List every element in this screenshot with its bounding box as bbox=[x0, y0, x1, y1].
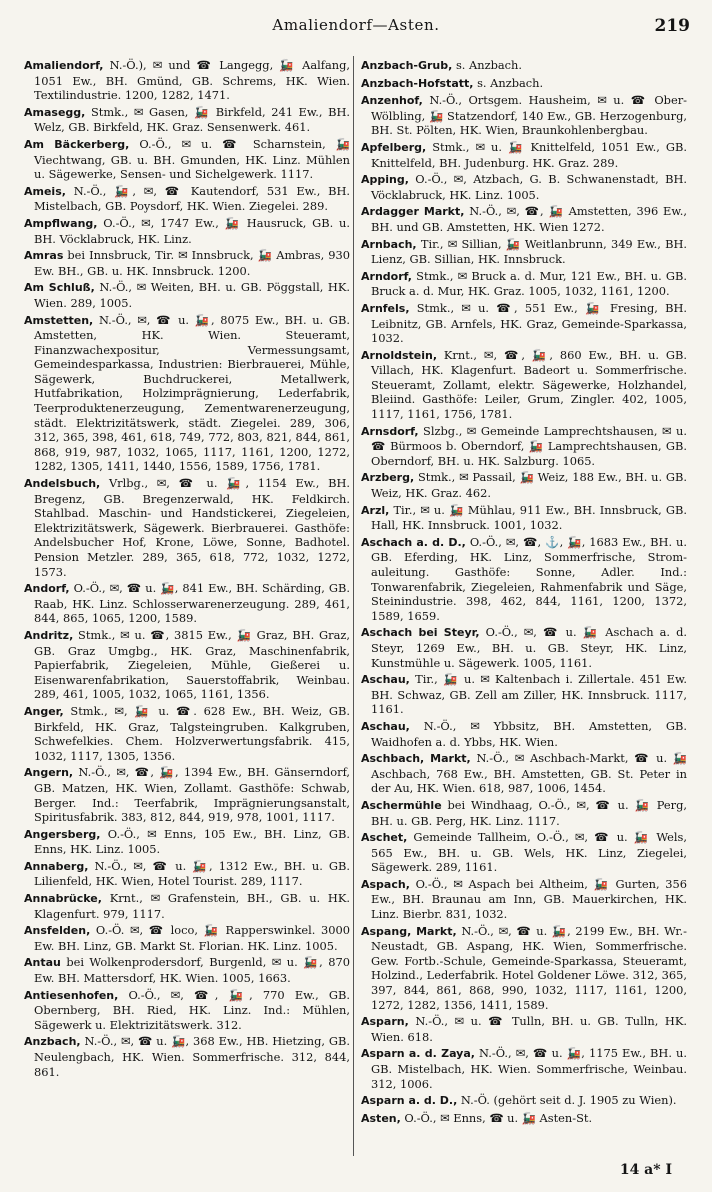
entry-headword: Annaberg, bbox=[24, 859, 89, 873]
entry-text: N.-Ö., ✉, ☎ u. 🚂, 2199 Ew., BH. Wr.-Neustadt, GB. Aspang, HK. Wien, Sommerfrische. Gew. Fortb.-Schule, Gemeinde-Sparkassa, Steueramt, Holzind., Lederfabrik. Hotel Goldener Löwe. 312, 365, 397, 844, 861, 868, 990, 1032, 1117, 1161, 1200, 1272, 1282, 1356, 1411, 1589. bbox=[371, 923, 687, 1012]
entry-text: O.-Ö., ✉ u. ☎ Scharnstein, 🚂 Viechtwang, GB. u. BH. Gmunden, HK. Linz. Mühlen u. Sägewerke, Sensen- und Sichelgewerk. 1117. bbox=[34, 136, 350, 182]
entry-text: Stmk., ✉ u. 🚂 Knittelfeld, 1051 Ew., GB. Knittelfeld, BH. Judenburg. HK. Graz. 289. bbox=[371, 139, 687, 170]
gazetteer-entry bbox=[24, 313, 350, 475]
gazetteer-entry bbox=[24, 955, 350, 985]
gazetteer-entry bbox=[361, 719, 687, 749]
entry-headword: Amaliendorf, bbox=[24, 59, 104, 72]
entry-text: N.-Ö. (gehört seit d. J. 1905 zu Wien). bbox=[460, 1093, 677, 1108]
entry-headword: Arnoldstein, bbox=[361, 348, 438, 362]
entry-headword: Anzbach-Hofstatt, bbox=[361, 76, 474, 90]
entry-headword: Amstetten, bbox=[24, 313, 94, 327]
gazetteer-entry bbox=[361, 535, 687, 624]
entry-text: Stmk., ✉ u. ☎, 551 Ew., 🚂 Fresing, BH. Leibnitz, GB. Arnfels, HK. Graz, Gemeinde-Sparkassa, 1032. bbox=[371, 300, 688, 346]
entry-text: N.-Ö., ✉, ☎, 🚂, 1394 Ew., BH. Gänserndorf, GB. Matzen, HK. Wien, Zollamt. Gasthöfe: Schwab, Berger. Ind.: Teerfabrik, Imprägnierungsanstalt, Spiritusfabrik. 383, 812, 844, 919, 978, 1001, 1117. bbox=[34, 765, 351, 825]
gazetteer-entry bbox=[361, 93, 687, 138]
entry-text: N.-Ö., ✉ u. ☎ Tulln, BH. u. GB. Tulln, HK. Wien. 618. bbox=[371, 1014, 687, 1044]
entry-headword: Annabrücke, bbox=[24, 892, 102, 906]
entry-text: N.-Ö., Ortsgem. Hausheim, ✉ u. ☎ Ober-Wölbling, 🚂 Statzendorf, 140 Ew., GB. Herzogenburg, BH. St. Pölten, HK. Wien, Braunkohlenbergbau. bbox=[371, 93, 688, 138]
entry-headword: Aschbach, Markt, bbox=[361, 752, 471, 766]
entry-headword: Arndorf, bbox=[361, 269, 412, 283]
entry-headword: Antau bbox=[24, 956, 61, 970]
gazetteer-entry bbox=[24, 704, 350, 763]
gazetteer-entry bbox=[24, 988, 350, 1033]
entry-text: bei Windhaag, O.-Ö., ✉, ☎ u. 🚂 Perg, BH. u. GB. Perg, HK. Linz. 1117. bbox=[371, 797, 687, 828]
gazetteer-entry bbox=[361, 672, 687, 717]
gazetteer-entry bbox=[24, 628, 350, 702]
entry-text: N.-Ö., ✉, ☎ u. 🚂, 1312 Ew., BH. u. GB. Lilienfeld, HK. Wien, Hotel Tourist. 289, 1117. bbox=[34, 858, 351, 889]
gazetteer-entry bbox=[24, 476, 350, 579]
gazetteer-entry bbox=[24, 827, 350, 857]
page-number: 219 bbox=[654, 16, 690, 36]
entry-headword: Arzl, bbox=[361, 503, 390, 517]
entry-text: Gemeinde Tallheim, O.-Ö., ✉, ☎ u. 🚂 Wels, 565 Ew., BH. u. GB. Wels, HK. Linz, Ziegelei, Sägewerk. 289, 1161. bbox=[371, 830, 687, 875]
signature-mark: 14 a* I bbox=[619, 1162, 672, 1178]
entry-headword: Am Bäckerberg, bbox=[24, 137, 130, 151]
gazetteer-entry bbox=[24, 184, 350, 214]
entry-text: N.-Ö.), ✉ und ☎ Langegg, 🚂 Aalfang, 1051 Ew., BH. Gmünd, GB. Schrems, HK. Wien. Textilindustrie. 1200, 1282, 1471. bbox=[34, 58, 351, 103]
entry-headword: Arnsdorf, bbox=[361, 424, 419, 438]
gazetteer-entry bbox=[361, 301, 687, 346]
entry-headword: Amasegg, bbox=[24, 105, 86, 119]
entry-headword: Ardagger Markt, bbox=[361, 205, 465, 219]
entry-headword: Arnbach, bbox=[361, 237, 417, 251]
left-column bbox=[24, 58, 350, 1081]
entry-text: Tir., ✉ Sillian, 🚂 Weitlanbrunn, 349 Ew., BH. Lienz, GB. Sillian, HK. Innsbruck. bbox=[371, 236, 687, 267]
entry-headword: Apping, bbox=[361, 173, 409, 187]
right-column bbox=[361, 58, 687, 1128]
entry-text: bei Innsbruck, Tir. ✉ Innsbruck, 🚂 Ambras, 930 Ew. BH., GB. u. HK. Innsbruck. 1200. bbox=[34, 248, 350, 278]
gazetteer-entry bbox=[361, 76, 687, 92]
gazetteer-entry bbox=[24, 105, 350, 135]
gazetteer-entry bbox=[361, 830, 687, 875]
gazetteer-entry bbox=[361, 1111, 687, 1127]
entry-headword: Ampflwang, bbox=[24, 216, 98, 230]
entry-headword: Anger, bbox=[24, 704, 64, 718]
entry-text: N.-Ö., ✉, ☎ u. 🚂, 1175 Ew., BH. u. GB. Mistelbach, HK. Wien. Sommerfrische, Weinbau. 312, 1006. bbox=[371, 1046, 688, 1091]
gazetteer-entry bbox=[24, 137, 350, 182]
running-head: Amaliendorf—Asten. bbox=[272, 16, 440, 34]
entry-text: N.-Ö., ✉, ☎ u. 🚂, 8075 Ew., BH. u. GB. Amstetten, HK. Wien. Steueramt, Finanzwachexpositur, Vermessungsamt, Gemeindesparkassa, Industrien: Bierbrauerei, Mühle, Sägewerk, Buchdruckerei, Metallwerk, Hutfabrikation, Holzimprägnierung, Lederfabrik, Teerproduktenerzeugung, Zementwarenerzeugung, städt. Elektrizitätswerk, städt. Ziegelei. 289, 306, 312, 365, 398, 461, 618, 749, 772, 803, 821, 844, 861, 868, 919, 987, 1032, 1065, 1117, 1161, 1200, 1272, 1282, 1305, 1411, 1440, 1556, 1589, 1756, 1781. bbox=[34, 312, 351, 474]
entry-text: O.-Ö., ✉, ☎ u. 🚂, 841 Ew., BH. Schärding, GB. Raab, HK. Linz. Schlosserwarenerzeugung. 289, 461, 844, 865, 1065, 1200, 1589. bbox=[34, 581, 351, 626]
entry-headword: Aschet, bbox=[361, 831, 408, 845]
gazetteer-entry bbox=[361, 751, 687, 796]
entry-text: O.-Ö., ✉, ☎, 🚂, 770 Ew., GB. Obernberg, BH. Ried, HK. Linz. Ind.: Mühlen, Sägewerk u. Elektrizitätswerk. 312. bbox=[34, 987, 351, 1032]
entry-text: O.-Ö., ✉, 1747 Ew., 🚂 Hausruck, GB. u. BH. Vöcklabruck, HK. Linz. bbox=[34, 215, 350, 246]
gazetteer-entry bbox=[361, 798, 687, 828]
gazetteer-entry bbox=[24, 280, 350, 310]
entry-text: O.-Ö., ✉ Aspach bei Altheim, 🚂 Gurten, 356 Ew., BH. Braunau am Inn, GB. Mauerkirchen, HK. Linz. Bierbr. 831, 1032. bbox=[371, 876, 688, 922]
gazetteer-entry bbox=[24, 765, 350, 824]
gazetteer-entry bbox=[24, 891, 350, 921]
entry-text: O.-Ö., ✉ Enns, 105 Ew., BH. Linz, GB. Enns, HK. Linz. 1005. bbox=[34, 826, 350, 857]
gazetteer-entry bbox=[24, 58, 350, 103]
gazetteer-entry bbox=[361, 1014, 687, 1044]
entry-headword: Aschau, bbox=[361, 719, 410, 733]
entry-text: Vrlbg., ✉, ☎ u. 🚂, 1154 Ew., BH. Bregenz, GB. Bregenzerwald, HK. Feldkirch. Stahlbad. Maschin- und Handstickerei, Ziegeleien, Elektrizitätswerk, Sägewerk. Bierbrauerei. Gasthöfe: Andelsbucher Hof, Krone, Löwe, Sonne, Badhotel. Pension Metzler. 289, 365, 618, 772, 1032, 1272, 1573. bbox=[34, 476, 351, 579]
entry-headword: Andelsbuch, bbox=[24, 477, 101, 491]
entry-headword: Aschau, bbox=[361, 673, 410, 687]
entry-headword: Aschach bei Steyr, bbox=[361, 626, 480, 640]
entry-text: O.-Ö., ✉ Enns, ☎ u. 🚂 Asten-St. bbox=[404, 1110, 593, 1125]
entry-headword: Am Schluß, bbox=[24, 281, 95, 295]
entry-text: Stmk., ✉ Passail, 🚂 Weiz, 188 Ew., BH. u. GB. Weiz, HK. Graz. 462. bbox=[371, 470, 688, 501]
entry-headword: Aspang, Markt, bbox=[361, 924, 457, 938]
entry-text: bei Wolkenprodersdorf, Burgenld, ✉ u. 🚂, 870 Ew. BH. Mattersdorf, HK. Wien. 1005, 1663. bbox=[34, 955, 350, 986]
entry-text: N.-Ö., 🚂, ✉, ☎ Kautendorf, 531 Ew., BH. Mistelbach, GB. Poysdorf, HK. Wien. Ziegelei. 289. bbox=[34, 183, 350, 214]
entry-headword: Ansfelden, bbox=[24, 924, 91, 938]
entry-headword: Aspach, bbox=[361, 877, 410, 891]
entry-headword: Asparn, bbox=[361, 1015, 409, 1029]
entry-text: O.-Ö., ✉, Atzbach, G. B. Schwanenstadt, BH. Vöcklabruck, HK. Linz. 1005. bbox=[371, 172, 688, 202]
gazetteer-entry bbox=[361, 237, 687, 267]
entry-headword: Arzberg, bbox=[361, 471, 415, 485]
gazetteer-entry bbox=[24, 1034, 350, 1079]
gazetteer-entry bbox=[24, 216, 350, 246]
entry-headword: Anzbach-Grub, bbox=[361, 59, 453, 72]
entry-text: Stmk., ✉, 🚂 u. ☎. 628 Ew., BH. Weiz, GB. Birkfeld, HK. Graz, Talgsteingruben. Kalkgruben, Schwefelkies. Chem. Holzverwertungsfabrik. 415, 1032, 1117, 1305, 1356. bbox=[34, 703, 350, 763]
entry-headword: Asparn a. d. Zaya, bbox=[361, 1047, 475, 1061]
entry-headword: Angersberg, bbox=[24, 827, 101, 841]
entry-headword: Angern, bbox=[24, 766, 74, 780]
gazetteer-entry bbox=[361, 924, 687, 1013]
entry-headword: Apfelberg, bbox=[361, 140, 427, 154]
entry-headword: Andorf, bbox=[24, 582, 70, 596]
entry-text: N.-Ö., ✉, ☎, 🚂 Amstetten, 396 Ew., BH. und GB. Amstetten, HK. Wien 1272. bbox=[371, 204, 687, 234]
entry-headword: Antiesenhofen, bbox=[24, 988, 119, 1002]
gazetteer-entry bbox=[361, 470, 687, 500]
gazetteer-entry bbox=[361, 172, 687, 202]
gazetteer-entry bbox=[361, 269, 687, 299]
entry-text: O.-Ö., ✉, ☎, ⚓, 🚂, 1683 Ew., BH. u. GB. Eferding, HK. Linz, Sommerfrische, Strom-auleitung. Gasthöfe: Sonne, Adler. Ind.: Tonwarenfabrik, Ziegeleien, Rahmenfabrik und Säge, Steinindustrie. 398, 462, 844, 1161, 1200, 1372, 1589, 1659. bbox=[371, 534, 687, 623]
entry-headword: Ameis, bbox=[24, 184, 66, 198]
gazetteer-entry bbox=[361, 503, 687, 533]
entry-text: Krnt., ✉, ☎, 🚂, 860 Ew., BH. u. GB. Villach, HK. Klagenfurt. Badeort u. Sommerfrische. Steueramt, Zollamt, elektr. Sägewerke, Holzhandel, Bleiind. Gasthöfe: Leiler, Grum, Zingler. 402, 1005, 1117, 1161, 1756, 1781. bbox=[371, 347, 687, 422]
gazetteer-entry bbox=[24, 923, 350, 953]
entry-text: N.-Ö., ✉ Aschbach-Markt, ☎ u. 🚂 Aschbach, 768 Ew., BH. Amstetten, GB. St. Peter in der Au, HK. Wien. 618, 987, 1006, 1454. bbox=[371, 751, 688, 796]
entry-text: N.-Ö., ✉ Weiten, BH. u. GB. Pöggstall, HK. Wien. 289, 1005. bbox=[34, 280, 350, 310]
gazetteer-entry bbox=[361, 204, 687, 234]
gazetteer-entry bbox=[361, 424, 687, 469]
gazetteer-entry bbox=[361, 348, 687, 422]
entry-headword: Aschach a. d. D., bbox=[361, 535, 466, 549]
entry-headword: Anzbach, bbox=[24, 1035, 81, 1049]
entry-text: s. Anzbach. bbox=[477, 75, 544, 90]
gazetteer-entry bbox=[24, 859, 350, 889]
gazetteer-entry bbox=[361, 1046, 687, 1091]
gazetteer-entry bbox=[361, 1093, 687, 1109]
entry-text: O.-Ö., ✉, ☎ u. 🚂 Aschach a. d. Steyr, 1269 Ew., BH. u. GB. Steyr, HK. Linz, Kunstmühle u. Sägewerk. 1005, 1161. bbox=[371, 625, 687, 670]
gazetteer-entry bbox=[361, 140, 687, 170]
entry-headword: Aschermühle bbox=[361, 798, 442, 812]
entry-text: N.-Ö., ✉, ☎ u. 🚂, 368 Ew., HB. Hietzing, GB. Neulengbach, HK. Wien. Sommerfrische. 312, 844, 861. bbox=[34, 1034, 350, 1079]
entry-headword: Asparn a. d. D., bbox=[361, 1094, 458, 1108]
entry-text: Tir., 🚂 u. ✉ Kaltenbach i. Zillertale. 451 Ew. BH. Schwaz, GB. Zell am Ziller, HK. Innsbruck. 1117, 1161. bbox=[371, 672, 687, 717]
entry-text: Stmk., ✉ Gasen, 🚂 Birkfeld, 241 Ew., BH. Welz, GB. Birkfeld, HK. Graz. Sensenwerk. 461. bbox=[34, 104, 350, 135]
column-divider bbox=[353, 56, 354, 1156]
entry-headword: Anzenhof, bbox=[361, 94, 423, 108]
entry-text: s. Anzbach. bbox=[455, 58, 523, 72]
gazetteer-entry bbox=[24, 248, 350, 278]
entry-headword: Andritz, bbox=[24, 628, 74, 642]
entry-headword: Amras bbox=[24, 249, 64, 263]
entry-text: Slzbg., ✉ Gemeinde Lamprechtshausen, ✉ u. ☎ Bürmoos b. Oberndorf, 🚂 Lamprechtshausen, GB. Oberndorf, BH. u. HK. Salzburg. 1065. bbox=[371, 423, 688, 468]
gazetteer-entry bbox=[361, 58, 687, 74]
gazetteer-entry bbox=[361, 877, 687, 922]
gazetteer-entry bbox=[24, 581, 350, 626]
entry-headword: Asten, bbox=[361, 1111, 401, 1125]
entry-text: O.-Ö. ✉, ☎ loco, 🚂 Rapperswinkel. 3000 Ew. BH. Linz, GB. Markt St. Florian. HK. Linz. 1005. bbox=[34, 923, 351, 953]
gazetteer-entry bbox=[361, 625, 687, 670]
entry-text: Stmk., ✉ u. ☎, 3815 Ew., 🚂 Graz, BH. Graz, GB. Graz Umgbg., HK. Graz, Maschinenfabrik, Papierfabrik, Ziegeleien, Mühle, Gießerei u. Eisenwarenfabrikation, Sauerstoffabrik, Weinbau. 289, 461, 1005, 1032, 1065, 1161, 1356. bbox=[34, 627, 350, 702]
entry-text: Tir., ✉ u. 🚂 Mühlau, 911 Ew., BH. Innsbruck, GB. Hall, HK. Innsbruck. 1001, 1032. bbox=[371, 502, 687, 533]
entry-headword: Arnfels, bbox=[361, 301, 410, 315]
entry-text: Stmk., ✉ Bruck a. d. Mur, 121 Ew., BH. u. GB. Bruck a. d. Mur, HK. Graz. 1005, 1032, 1161, 1200. bbox=[371, 268, 687, 299]
entry-text: N.-Ö., ✉ Ybbsitz, BH. Amstetten, GB. Waidhofen a. d. Ybbs, HK. Wien. bbox=[371, 718, 687, 749]
entry-text: Krnt., ✉ Grafenstein, BH., GB. u. HK. Klagenfurt. 979, 1117. bbox=[34, 891, 351, 921]
